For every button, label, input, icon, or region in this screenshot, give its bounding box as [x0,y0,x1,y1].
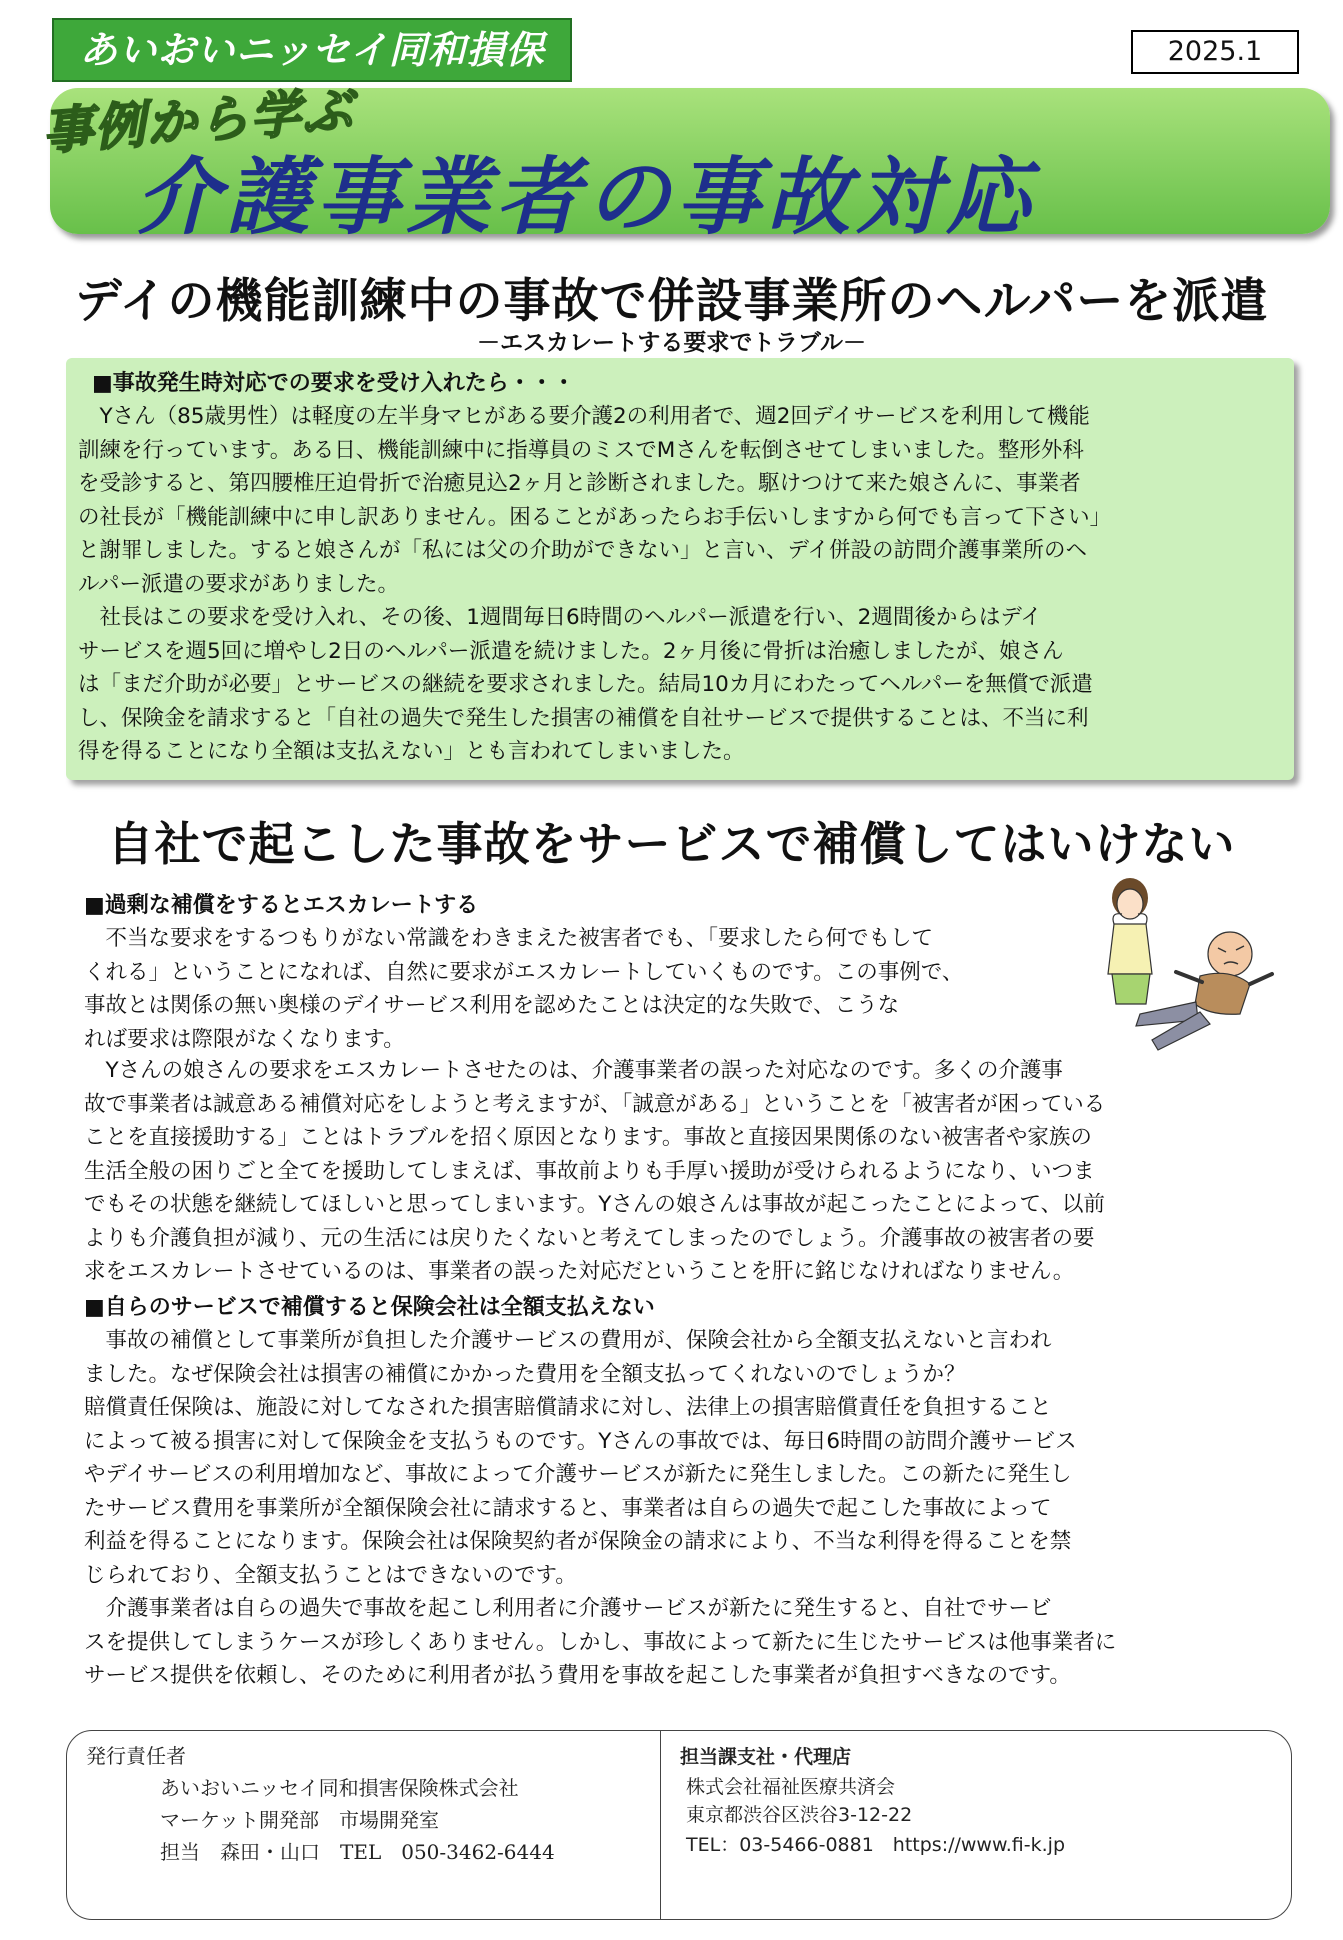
case-line: と謝罪しました。すると娘さんが「私には父の介助ができない」と言い、デイ併設の訪問介護事業所のヘ [78,538,1088,563]
publisher-contact: 担当 森田・山口 TEL 050-3462-6444 [160,1840,555,1864]
case-line: は「まだ介助が必要」とサービスの継続を要求されました。結局10カ月にわたってヘルパーを無償で派遣 [78,672,1093,697]
publisher-department: マーケット開発部 市場開発室 [160,1808,439,1832]
insurance-body [84,1324,1116,1693]
footer-divider [660,1730,661,1920]
case-body [78,400,1111,769]
article-headline: デイの機能訓練中の事故で併設事業所のヘルパーを派遣 [74,274,1269,329]
fallen-man-figure [1136,932,1272,1050]
fall-accident-illustration [1080,864,1280,1054]
excess-body-2 [84,1054,1105,1289]
insurance-line: じられており、全額支払うことはできないのです。 [84,1562,577,1588]
excess-heading: ■過剰な補償をするとエスカレートする [84,893,479,918]
insurance-heading: ■自らのサービスで補償すると保険会社は全額支払えない [84,1295,655,1320]
case-line: Yさん（85歳男性）は軽度の左半身マヒがある要介護2の利用者で、週2回デイサービスを利用して機能 [78,404,1090,429]
agent-name: 株式会社福祉医療共済会 [686,1776,896,1798]
article-subheadline: －エスカレートする要求でトラブル－ [477,330,866,356]
excess-line: れば要求は際限がなくなります。 [84,1026,405,1052]
insurance-line: サービス提供を依頼し、そのために利用者が払う費用を事故を起こした事業者が負担すべきなのです。 [84,1663,1071,1688]
case-line: サービスを週5回に増やし2日のヘルパー派遣を続けました。2ヶ月後に骨折は治癒しましたが、娘さん [78,638,1064,664]
case-line: ルパー派遣の要求がありました。 [78,571,399,597]
case-line: し、保険金を請求すると「自社の過失で発生した損害の補償を自社サービスで提供することは、不当に利 [78,705,1089,731]
insurance-line: 介護事業者は自らの過失で事故を起こし利用者に介護サービスが新たに発生すると、自社でサービ [84,1596,1052,1621]
insurance-line: ました。なぜ保険会社は損害の補償にかかった費用を全額支払ってくれないのでしょうか？ [84,1361,966,1387]
case-line: 社長はこの要求を受け入れ、その後、1週間毎日6時間のヘルパー派遣を行い、2週間後からはデイ [78,605,1042,630]
excess-line: 求をエスカレートさせているのは、事業者の誤った対応だということを肝に銘じなければなりません。 [84,1259,1075,1284]
insurance-line: によって被る損害に対して保険金を支払うものです。Yさんの事故では、毎日6時間の訪問介護サービス [84,1428,1077,1454]
excess-line: 事故とは関係の無い奥様のデイサービス利用を認めたことは決定的な失敗で、こうな [84,993,900,1018]
case-line: を受診すると、第四腰椎圧迫骨折で治癒見込2ヶ月と診断されました。駆けつけて来た娘さんに、事業者 [78,471,1081,496]
insurance-line: やデイサービスの利用増加など、事故によって介護サービスが新たに発生しました。この新たに発生し [84,1462,1072,1487]
insurance-line: 賠償責任保険は、施設に対してなされた損害賠償請求に対し、法律上の損害賠償責任を負担すること [84,1395,1052,1420]
insurance-line: 利益を得ることになります。保険会社は保険契約者が保険金の請求により、不当な利得を得ることを禁 [84,1529,1072,1554]
worried-woman-figure [1108,878,1152,1004]
agent-label: 担当課支社・代理店 [680,1746,852,1768]
excess-line: 生活全般の困りごと全てを援助してしまえば、事故前よりも手厚い援助が受けられるようになり、いつま [84,1158,1095,1184]
insurance-line: 事故の補償として事業所が負担した介護サービスの費用が、保険会社から全額支払えないと言われ [84,1328,1052,1353]
publisher-name: あいおいニッセイ同和損害保険株式会社 [160,1776,519,1800]
excess-line: くれる」ということになれば、自然に要求がエスカレートしていくものです。この事例で、 [84,959,964,985]
excess-body [84,922,963,1056]
insurance-line: たサービス費用を事業所が全額保険会社に請求すると、事業者は自らの過失で起こした事故によって [84,1495,1052,1521]
title-main: 介護事業者の事故対応 [136,148,1037,246]
excess-line: ことを直接援助する」ことはトラブルを招く原因となります。事故と直接因果関係のない被害者や家族の [84,1125,1092,1150]
issue-date: 2025.1 [1131,30,1299,74]
excess-line: でもその状態を継続してほしいと思ってしまいます。Yさんの娘さんは事故が起こったことによって、以前 [84,1192,1106,1217]
excess-line: 不当な要求をするつもりがない常識をわきまえた被害者でも、「要求したら何でもして [84,926,934,951]
company-name: あいおいニッセイ同和損保 [79,28,545,72]
case-heading: ■事故発生時対応での要求を受け入れたら・・・ [92,371,575,396]
publisher-label: 発行責任者 [86,1744,186,1768]
excess-line: 故で事業者は誠意ある補償対応をしようと考えますが、「誠意がある」ということを「被害者が困っている [84,1091,1106,1117]
section-title: 自社で起こした事故をサービスで補償してはいけない [107,817,1236,871]
title-subtitle: 事例から学ぶ [40,81,357,161]
insurance-line: スを提供してしまうケースが珍しくありません。しかし、事故によって新たに生じたサービスは他事業者に [84,1629,1117,1655]
agent-contact: TEL：03-5466-0881 https://www.fi-k.jp [686,1834,1066,1856]
case-line: 得を得ることになり全額は支払えない」とも言われてしまいました。 [78,739,745,764]
excess-line: Yさんの娘さんの要求をエスカレートさせたのは、介護事業者の誤った対応なのです。多くの介護事 [84,1058,1063,1083]
case-line: 訓練を行っています。ある日、機能訓練中に指導員のミスでMさんを転倒させてしまいました。整形外科 [78,437,1084,463]
agent-address: 東京都渋谷区渋谷3-12-22 [686,1804,913,1826]
excess-line: よりも介護負担が減り、元の生活には戻りたくないと考えてしまったのでしょう。介護事故の被害者の要 [84,1225,1095,1251]
case-line: の社長が「機能訓練中に申し訳ありません。困ることがあったらお手伝いしますから何でも言って下さい」 [78,504,1112,530]
